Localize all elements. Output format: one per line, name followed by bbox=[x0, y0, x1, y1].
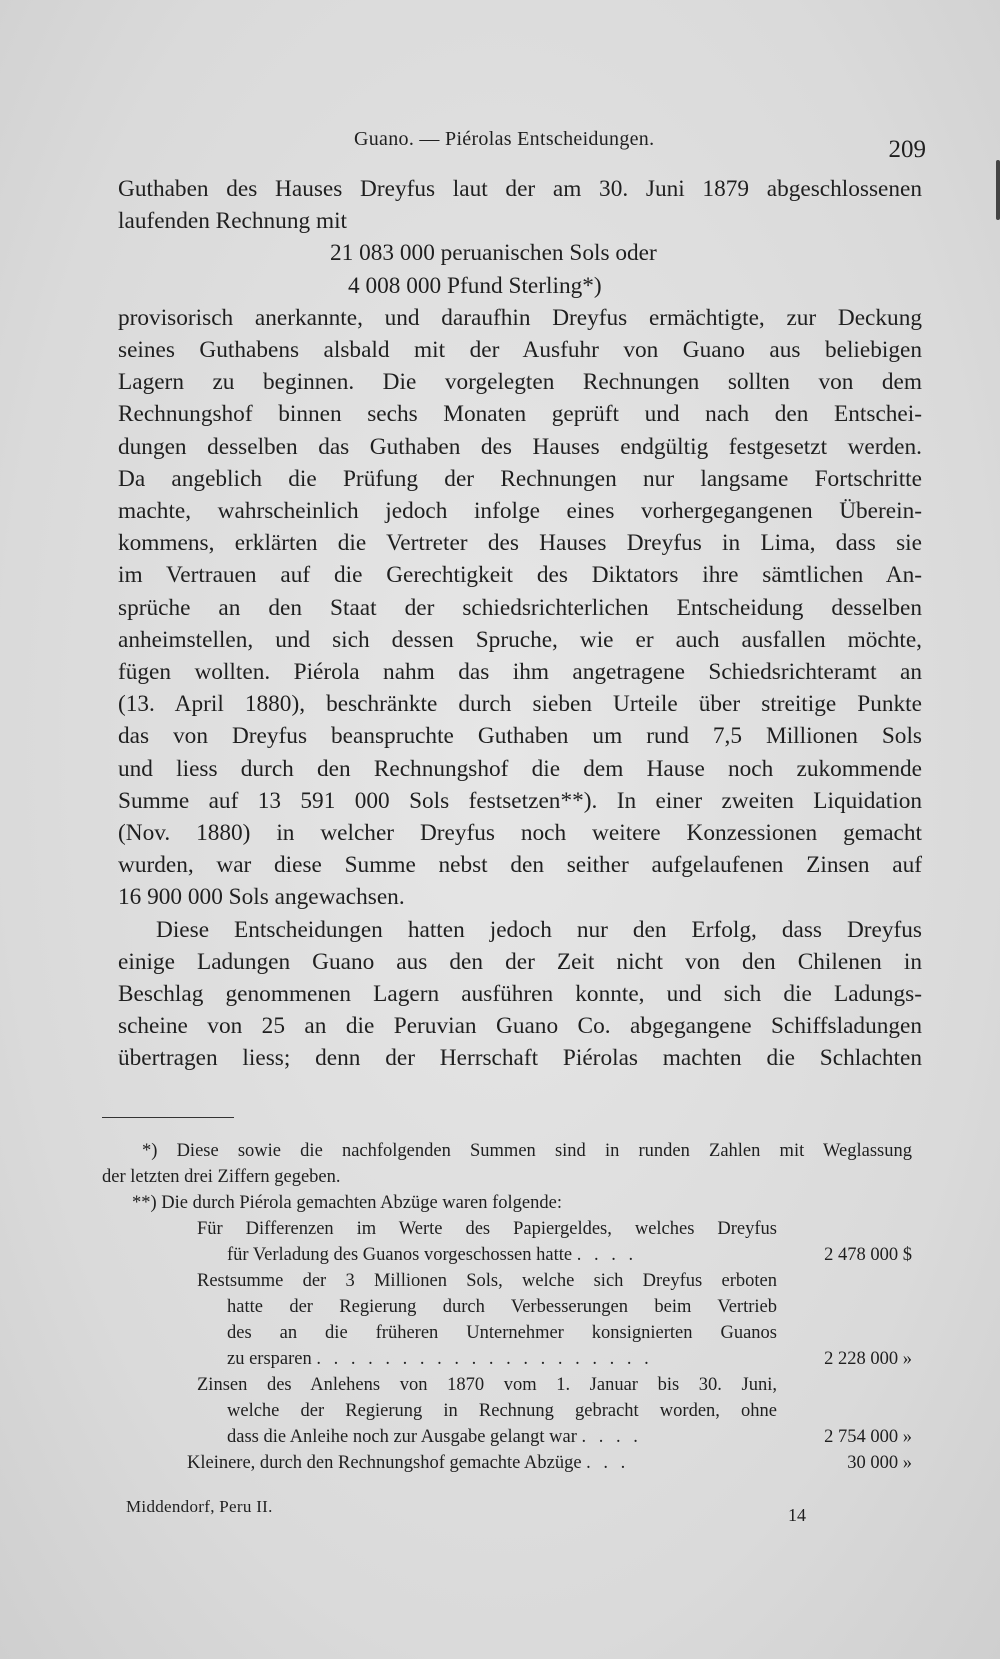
footnote-1-line: der letzten drei Ziffern gegeben. bbox=[102, 1167, 341, 1187]
footnote-separator bbox=[102, 1117, 234, 1118]
text-line: und liess durch den Rechnungshof die dem Hause noch zukommende bbox=[118, 755, 922, 782]
deduction-line bbox=[102, 1346, 777, 1372]
footnotes bbox=[102, 1138, 912, 1476]
deduction-line: welche der Regierung in Rechnung gebracht worden, ohne bbox=[227, 1401, 777, 1421]
deduction-item bbox=[102, 1268, 912, 1372]
signature-mark: Middendorf, Peru II. bbox=[126, 1497, 273, 1516]
text-line: einige Ladungen Guano aus den der Zeit nicht von den Chilenen in bbox=[118, 948, 922, 975]
text-line: 4 008 000 Pfund Sterling*) bbox=[348, 272, 602, 299]
page-edge-mark bbox=[996, 160, 1000, 220]
text-line: (Nov. 1880) in welcher Dreyfus noch weitere Konzessionen gemacht bbox=[118, 820, 922, 847]
text-line: das von Dreyfus beanspruchte Guthaben um rund 7,5 Millionen Sols bbox=[118, 723, 922, 750]
text-line: anheimstellen, und sich dessen Spruche, wie er auch ausfallen möchte, bbox=[118, 626, 922, 653]
text-line: 21 083 000 peruanischen Sols oder bbox=[330, 240, 657, 267]
deduction-text: dass die Anleihe noch zur Ausgabe gelangt war bbox=[227, 1427, 577, 1447]
deduction-text: zu ersparen bbox=[227, 1349, 312, 1369]
deduction-amount: 2 228 000 » bbox=[824, 1349, 912, 1369]
text-line: sprüche an den Staat der schiedsrichterlichen Entscheidung desselben bbox=[118, 594, 922, 621]
deduction-line: Restsumme der 3 Millionen Sols, welche sich Dreyfus erboten bbox=[197, 1271, 777, 1291]
text-line: Lagern zu beginnen. Die vorgelegten Rechnungen sollten von dem bbox=[118, 369, 922, 396]
text-line: laufenden Rechnung mit bbox=[118, 208, 348, 235]
deduction-line bbox=[102, 1424, 777, 1450]
text-line: Guthaben des Hauses Dreyfus laut der am 30. Juni 1879 abgeschlossenen bbox=[118, 176, 922, 202]
footnote-2-intro: **) Die durch Piérola gemachten Abzüge waren folgende: bbox=[132, 1193, 562, 1213]
text-line: Summe auf 13 591 000 Sols festsetzen**). In einer zweiten Liquidation bbox=[118, 787, 922, 814]
deduction-amount: 2 478 000 $ bbox=[824, 1245, 912, 1265]
deduction-line bbox=[102, 1450, 767, 1476]
body-text bbox=[118, 173, 922, 1075]
deduction-item bbox=[102, 1450, 912, 1476]
text-line: (13. April 1880), beschränkte durch sieben Urteile über streitige Punkte bbox=[118, 691, 922, 718]
text-line: dungen desselben das Guthaben des Hauses endgültig festgesetzt werden. bbox=[118, 433, 922, 460]
text-line: seines Guthabens alsbald mit der Ausfuhr von Guano aus beliebigen bbox=[118, 337, 922, 364]
deduction-item bbox=[102, 1372, 912, 1450]
dot-leader: . . . . bbox=[581, 1427, 642, 1447]
deduction-text: für Verladung des Guanos vorgeschossen hatte bbox=[227, 1245, 573, 1265]
sheet-number: 14 bbox=[788, 1505, 806, 1525]
dot-leader: . . . . . . . . . . . . . . . . . . . . bbox=[316, 1349, 653, 1369]
text-line: fügen wollten. Piérola nahm das ihm angetragene Schiedsrichteramt an bbox=[118, 659, 922, 686]
text-line: scheine von 25 an die Peruvian Guano Co. abgegangene Schiffsladungen bbox=[118, 1013, 922, 1040]
dot-leader: . . . bbox=[586, 1453, 630, 1473]
text-line: Rechnungshof binnen sechs Monaten geprüft und nach den Entschei- bbox=[118, 401, 922, 428]
text-line: Diese Entscheidungen hatten jedoch nur den Erfolg, dass Dreyfus bbox=[156, 916, 922, 943]
text-line: im Vertrauen auf die Gerechtigkeit des Diktators ihre sämtlichen An- bbox=[118, 562, 922, 589]
deduction-item bbox=[102, 1216, 912, 1268]
text-line: 16 900 000 Sols angewachsen. bbox=[118, 884, 405, 911]
text-line: übertragen liess; denn der Herrschaft Piérolas machten die Schlachten bbox=[118, 1045, 922, 1072]
deduction-line: Für Differenzen im Werte des Papiergeldes, welches Dreyfus bbox=[197, 1219, 777, 1239]
text-line: provisorisch anerkannte, und daraufhin Dreyfus ermächtigte, zur Deckung bbox=[118, 304, 922, 331]
deduction-line: des an die früheren Unternehmer konsignierten Guanos bbox=[227, 1323, 777, 1343]
deduction-line: Zinsen des Anlehens von 1870 vom 1. Januar bis 30. Juni, bbox=[197, 1375, 777, 1395]
text-line: Da angeblich die Prüfung der Rechnungen nur langsame Fortschritte bbox=[118, 465, 922, 492]
deduction-text: Kleinere, durch den Rechnungshof gemachte Abzüge bbox=[187, 1453, 582, 1473]
text-line: wurden, war diese Summe nebst den seither aufgelaufenen Zinsen auf bbox=[118, 852, 922, 879]
deduction-amount: 2 754 000 » bbox=[824, 1427, 912, 1447]
page-header bbox=[118, 128, 926, 168]
deduction-line: hatte der Regierung durch Verbesserungen beim Vertrieb bbox=[227, 1297, 777, 1317]
text-line: kommens, erklärten die Vertreter des Hauses Dreyfus in Lima, dass sie bbox=[118, 530, 922, 557]
footnote-1-line: *) Diese sowie die nachfolgenden Summen sind in runden Zahlen mit Weglassung bbox=[142, 1141, 912, 1161]
dot-leader: . . . . bbox=[576, 1245, 638, 1265]
page-footer bbox=[126, 1497, 816, 1527]
text-line: Beschlag genommenen Lagern ausführen konnte, und sich die Ladungs- bbox=[118, 981, 922, 1008]
text-line: machte, wahrscheinlich jedoch infolge eines vorhergegangenen Überein- bbox=[118, 498, 922, 525]
page-number: 209 bbox=[888, 136, 926, 163]
deduction-amount: 30 000 » bbox=[847, 1453, 912, 1473]
deduction-line bbox=[102, 1242, 777, 1268]
running-title: Guano. — Piérolas Entscheidungen. bbox=[354, 128, 655, 150]
